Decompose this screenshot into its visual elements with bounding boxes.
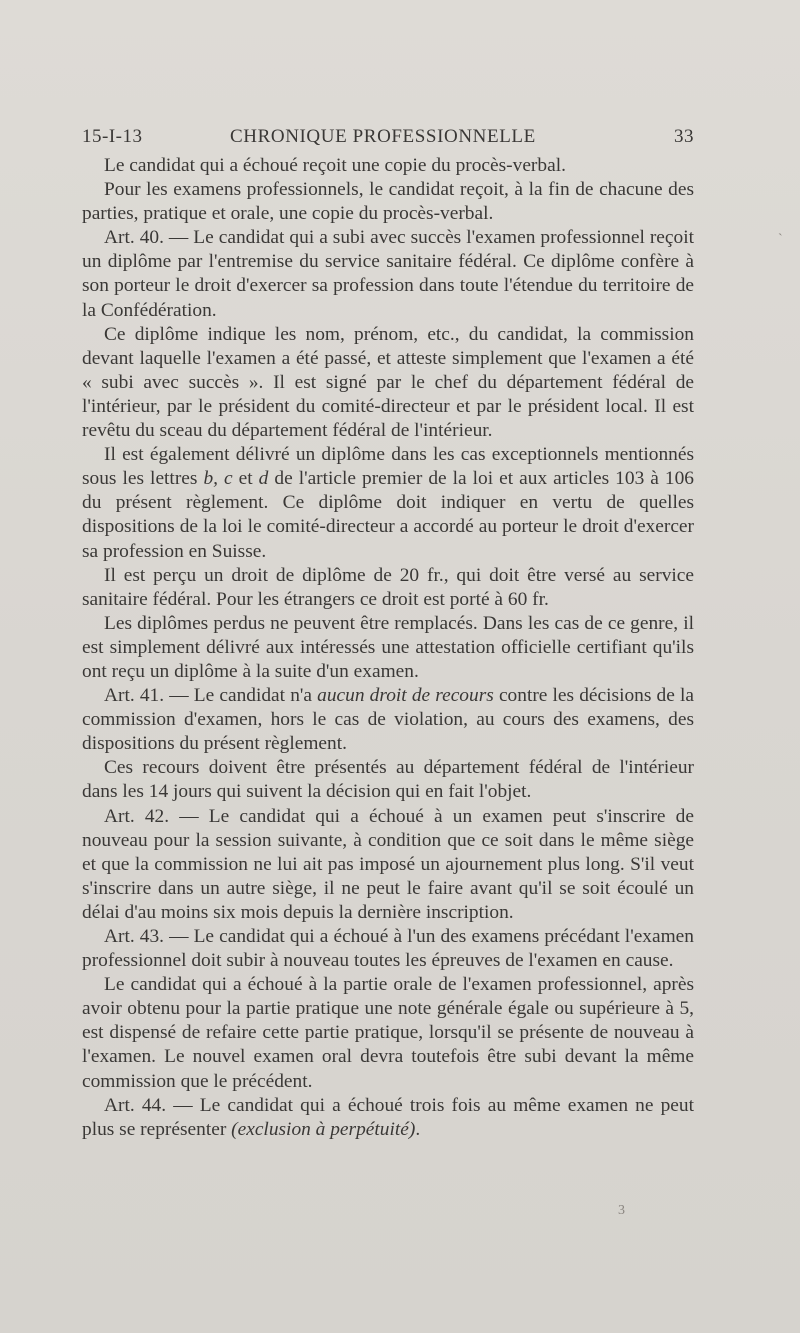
body-text xyxy=(82,154,694,1142)
no-appeal-emphasis: aucun droit de recours xyxy=(317,685,494,707)
signature-mark: 3 xyxy=(618,1203,625,1218)
running-title: CHRONIQUE PROFESSIONNELLE xyxy=(230,126,536,147)
running-header xyxy=(82,126,694,152)
paragraph-art-44: Art. 44. — Le candidat qui a échoué trois fois au même examen ne peut plus se représenter (exclusion à perpétuité). xyxy=(82,1094,694,1140)
paragraph-art-41: Art. 41. — Le candidat n'a aucun droit de recours contre les décisions de la commission d'examen, hors le cas de violation, au cours des examens, des dispositions du présent règlement. xyxy=(82,685,694,755)
issue-folio: 15-I-13 xyxy=(82,126,143,147)
paragraph-lost-diplomas: Les diplômes perdus ne peuvent être remplacés. Dans les cas de ce genre, il est simplement délivré aux intéressés une attestation officielle certifiant qu'ils ont reçu un diplôme à la suite d'un examen. xyxy=(82,612,694,682)
paragraph-professional-exams-copy: Pour les examens professionnels, le candidat reçoit, à la fin de chacune des parties, pratique et orale, une copie du procès-verbal. xyxy=(82,179,694,225)
paragraph-art-43: Art. 43. — Le candidat qui a échoué à l'un des examens précédant l'examen professionnel doit subir à nouveau toutes les épreuves de l'examen en cause. xyxy=(82,926,694,972)
paragraph-diploma-content: Ce diplôme indique les nom, prénom, etc., du candidat, la commission devant laquelle l'examen a été passé, et atteste simplement que l'examen a été « subi avec succès ». Il est signé par le chef du département fédéral de l'intérieur, par le président du comité-directeur et par le président local. Il est revêtu du sceau du département fédéral de l'intérieur. xyxy=(82,323,694,442)
paragraph-diploma-fee: Il est perçu un droit de diplôme de 20 fr., qui doit être versé au service sanitaire fédéral. Pour les étrangers ce droit est porté à 60 fr. xyxy=(82,564,694,610)
letters-b-c: b, c xyxy=(203,468,233,490)
perpetual-exclusion-emphasis: (exclusion à perpétuité) xyxy=(231,1118,416,1140)
paragraph-appeals-deadline: Ces recours doivent être présentés au département fédéral de l'intérieur dans les 14 jours qui suivent la décision qui en fait l'objet. xyxy=(82,757,694,803)
paragraph-art-40: Art. 40. — Le candidat qui a subi avec succès l'examen professionnel reçoit un diplôme par l'entremise du service sanitaire fédéral. Ce diplôme confère à son porteur le droit d'exercer sa profession dans toute l'étendue du territoire de la Confédération. xyxy=(82,227,694,321)
paragraph-oral-exam-retake: Le candidat qui a échoué à la partie orale de l'examen professionnel, après avoir obtenu pour la partie pratique une note générale égale ou supérieure à 5, est dispensé de refaire cette partie pratique, lorsqu'il se présente de nouveau à l'examen. Le nouvel examen oral devra toutefois être subi devant la même commission que le précédent. xyxy=(82,974,694,1092)
page-number: 33 xyxy=(674,126,694,147)
letter-d: d xyxy=(258,468,269,490)
paragraph-copy-proces-verbal: Le candidat qui a échoué reçoit une copie du procès-verbal. xyxy=(104,155,566,176)
paragraph-art-42: Art. 42. — Le candidat qui a échoué à un examen peut s'inscrire de nouveau pour la session suivante, à condition que ce soit dans le même siège et que la commission ne lui ait pas imposé un ajournement plus long. S'il veut s'inscrire dans un autre siège, il ne peut le faire avant qu'il se soit écoulé un délai d'au moins six mois depuis la dernière inscription. xyxy=(82,805,694,923)
paragraph-exceptional-diplomas: Il est également délivré un diplôme dans les cas exceptionnels mentionnés sous les lettres b, c et d de l'article premier de la loi et aux articles 103 à 106 du présent règlement. Ce diplôme doit indiquer en vertu de quelles dispositions de la loi le comité-directeur a accordé au porteur le droit d'exercer sa profession en Suisse. xyxy=(82,444,694,562)
margin-speck: ` xyxy=(778,232,783,247)
